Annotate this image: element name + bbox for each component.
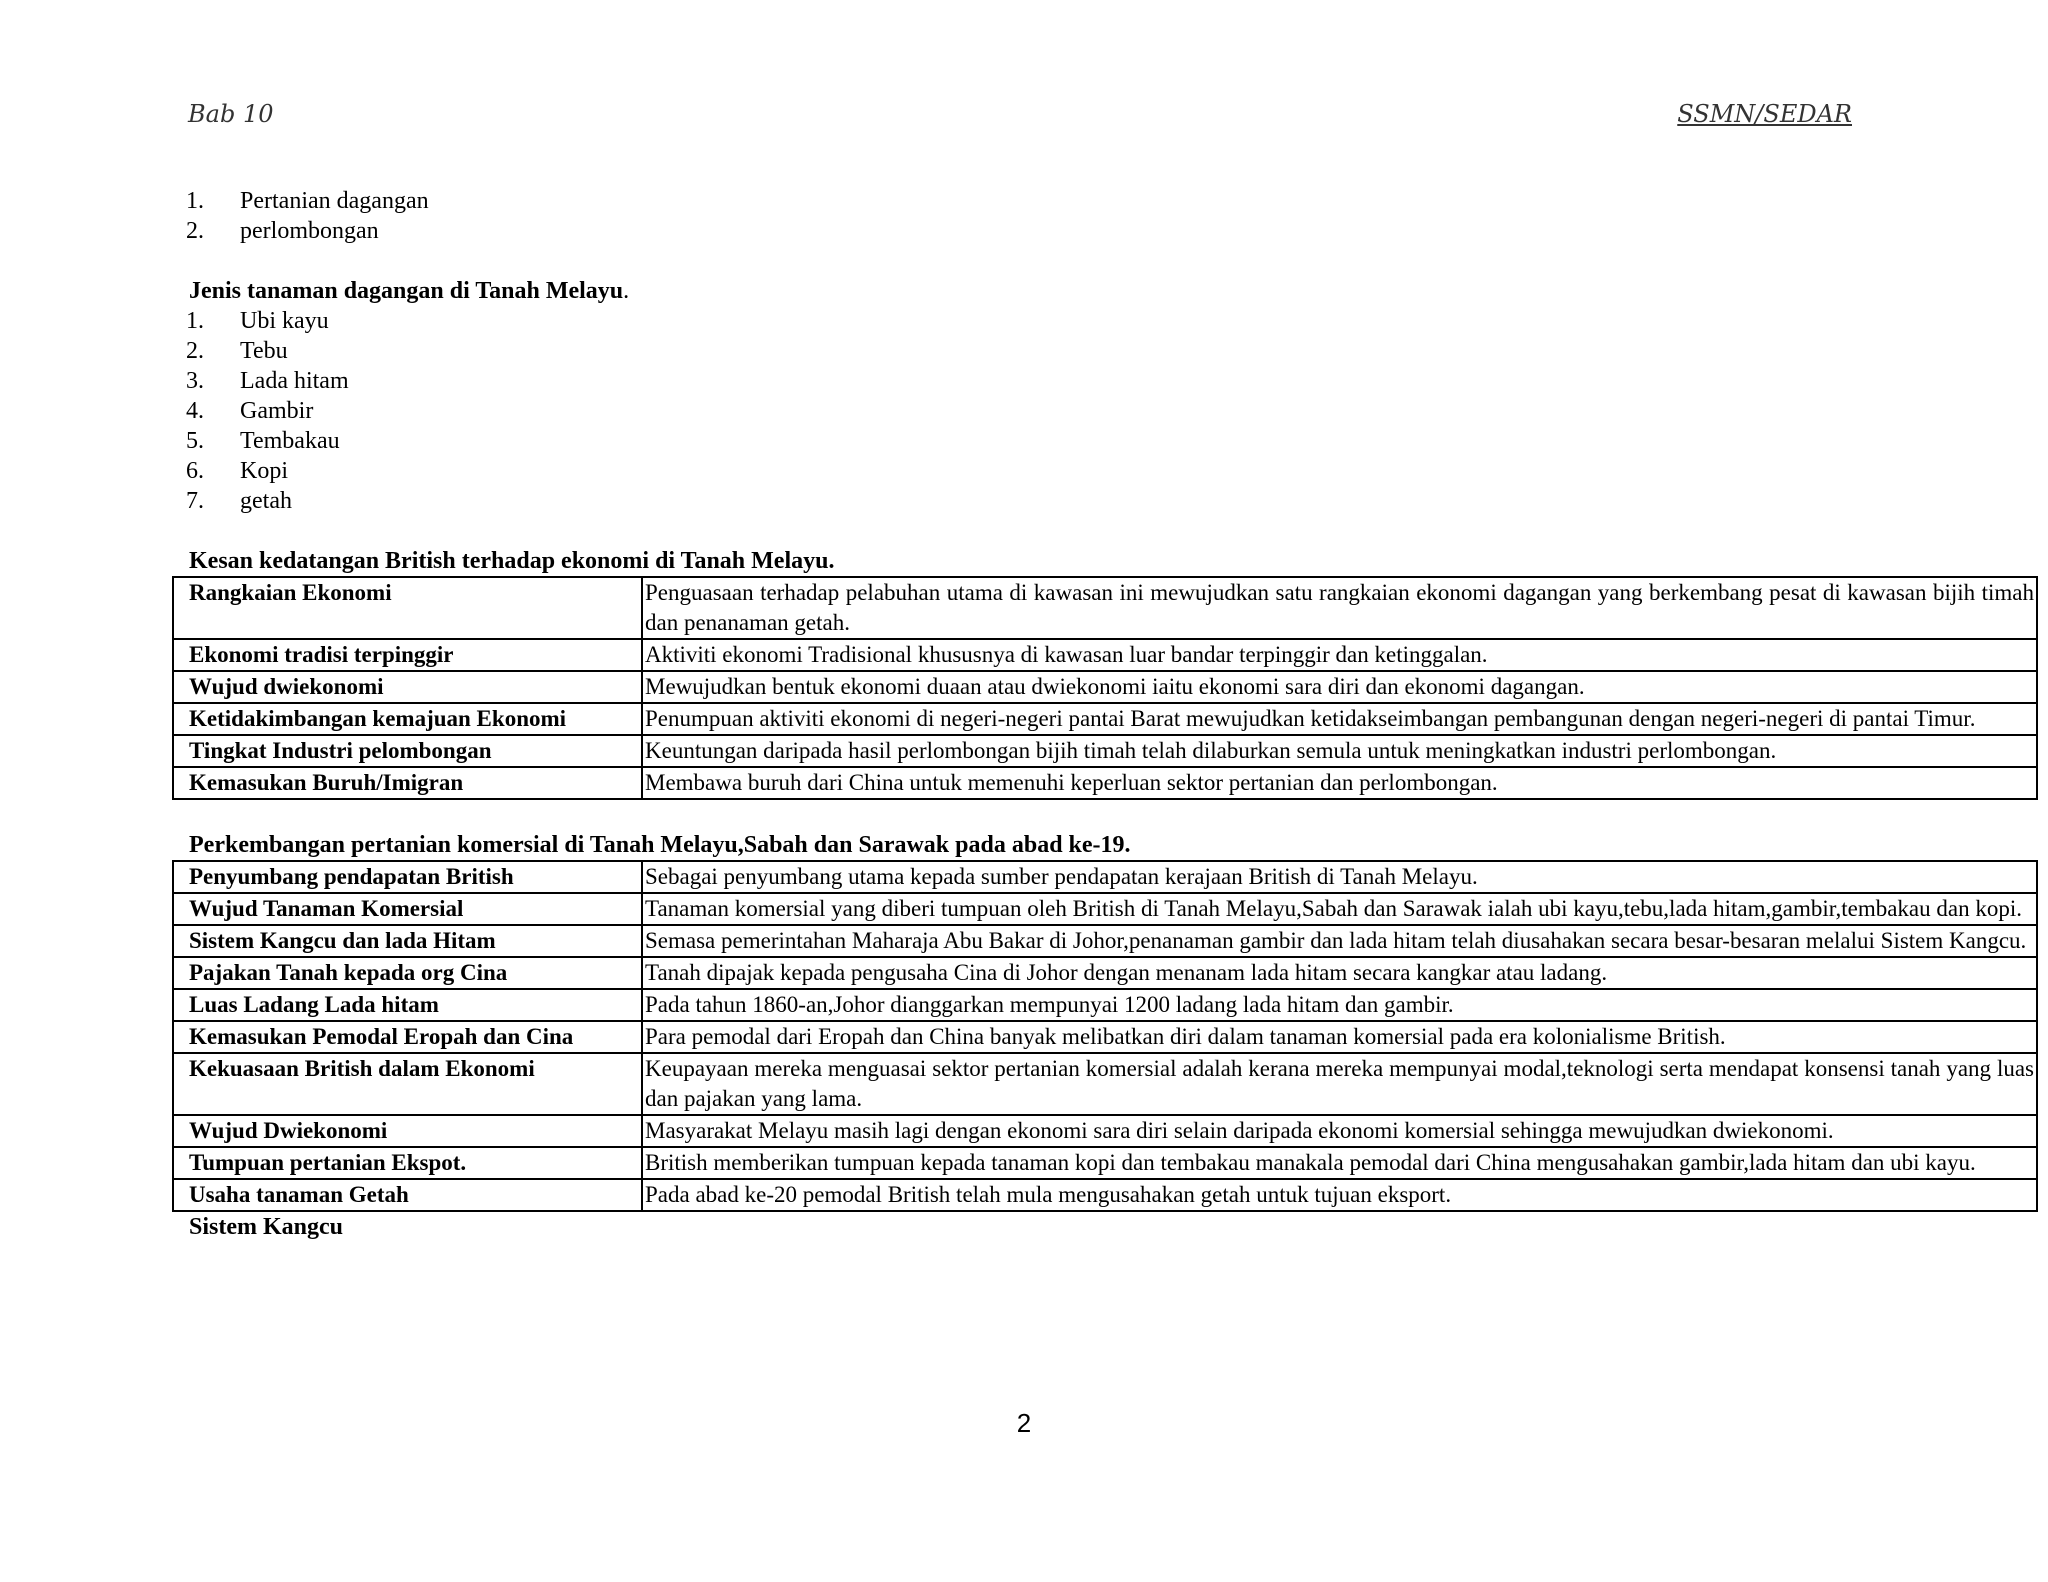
table-row: Sistem Kangcu dan lada Hitam Semasa pemerintahan Maharaja Abu Bakar di Johor,penanaman gambir dan lada hitam telah diusahakan secara besar-besaran melalui Sistem Kangcu. [173,925,2037,957]
table-row: Luas Ladang Lada hitam Pada tahun 1860-an,Johor dianggarkan mempunyai 1200 ladang lada hitam dan gambir. [173,989,2037,1021]
table-row: Ekonomi tradisi terpinggir Aktiviti ekonomi Tradisional khususnya di kawasan luar bandar terpinggir dan ketinggalan. [173,639,2037,671]
table-row: Wujud dwiekonomi Mewujudkan bentuk ekonomi duaan atau dwiekonomi iaitu ekonomi sara diri dan ekonomi dagangan. [173,671,2037,703]
table-row: Ketidakimbangan kemajuan Ekonomi Penumpuan aktiviti ekonomi di negeri-negeri pantai Barat mewujudkan ketidakseimbangan pembangunan dengan negeri-negeri di pantai Timur. [173,703,2037,735]
list-item: 1. Pertanian dagangan [186,188,429,214]
crops-heading: Jenis tanaman dagangan di Tanah Melayu. [189,278,630,304]
table-row: Kemasukan Buruh/Imigran Membawa buruh dari China untuk memenuhi keperluan sektor pertanian dan perlombongan. [173,767,2037,799]
list-item: 1. Ubi kayu [186,308,329,334]
list-item: 7. getah [186,488,292,514]
page-header [188,100,1852,132]
header-chapter: Bab 10 [188,100,274,128]
table-row: Kekuasaan British dalam Ekonomi Keupayaan mereka menguasai sektor pertanian komersial adalah kerana mereka mempunyai modal,teknologi serta mendapat konsensi tanah yang luas dan pajakan yang lama. [173,1053,2037,1115]
list-item: 5. Tembakau [186,428,340,454]
table-row: Usaha tanaman Getah Pada abad ke-20 pemodal British telah mula mengusahakan getah untuk tujuan eksport. [173,1179,2037,1211]
list-item: 3. Lada hitam [186,368,349,394]
page-number: 2 [1016,1408,1032,1438]
list-item: 4. Gambir [186,398,314,424]
list-item: 2. Tebu [186,338,288,364]
british-impact-table [172,576,2038,800]
sistem-kangcu-heading: Sistem Kangcu [189,1214,344,1240]
table-row: Rangkaian Ekonomi Penguasaan terhadap pelabuhan utama di kawasan ini mewujudkan satu rangkaian ekonomi dagangan yang berkembang pesat di kawasan bijih timah dan penanaman getah. [173,577,2037,639]
document-body [172,186,2038,1242]
table-row: Wujud Dwiekonomi Masyarakat Melayu masih lagi dengan ekonomi sara diri selain daripada ekonomi komersial sehingga mewujudkan dwiekonomi. [173,1115,2037,1147]
table-row: Pajakan Tanah kepada org Cina Tanah dipajak kepada pengusaha Cina di Johor dengan menanam lada hitam secara kangkar atau ladang. [173,957,2037,989]
list-item: 2. perlombongan [186,218,379,244]
table-row: Tingkat Industri pelombongan Keuntungan daripada hasil perlombongan bijih timah telah dilaburkan semula untuk meningkatkan industri perlombongan. [173,735,2037,767]
header-school: SSMN/SEDAR [1677,100,1852,128]
british-impact-heading: Kesan kedatangan British terhadap ekonomi di Tanah Melayu. [189,548,835,574]
table-row: Kemasukan Pemodal Eropah dan Cina Para pemodal dari Eropah dan China banyak melibatkan diri dalam tanaman komersial pada era kolonialisme British. [173,1021,2037,1053]
economic-activity-list [172,186,2038,246]
table-row: Wujud Tanaman Komersial Tanaman komersial yang diberi tumpuan oleh British di Tanah Melayu,Sabah dan Sarawak ialah ubi kayu,tebu,lada hitam,gambir,tembakau dan kopi. [173,893,2037,925]
list-item: 6. Kopi [186,458,288,484]
crops-list [172,306,2038,516]
commercial-agriculture-table [172,860,2038,1212]
commercial-agriculture-heading: Perkembangan pertanian komersial di Tanah Melayu,Sabah dan Sarawak pada abad ke-19. [189,832,1131,858]
table-row: Penyumbang pendapatan British Sebagai penyumbang utama kepada sumber pendapatan kerajaan British di Tanah Melayu. [173,861,2037,893]
table-row: Tumpuan pertanian Ekspot. British memberikan tumpuan kepada tanaman kopi dan tembakau manakala pemodal dari China mengusahakan gambir,lada hitam dan ubi kayu. [173,1147,2037,1179]
